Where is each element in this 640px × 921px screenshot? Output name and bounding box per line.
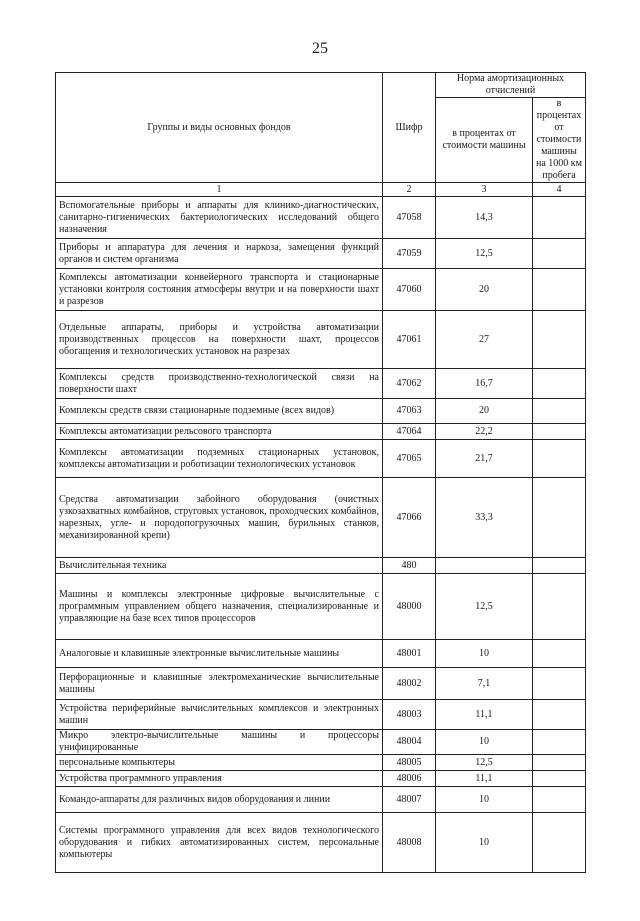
page-number: 25 [312,40,328,57]
table-row [56,440,586,478]
header-percent-cost: в процентах от стоимости машины [436,98,533,183]
asset-name-cell: Комплексы автоматизации подземных стационарных установок, комплексы автоматизации и роботизации технологических установок [56,440,383,478]
table-row [56,771,586,787]
percent-cost-cell: 10 [436,787,533,813]
asset-name-cell: Отдельные аппараты, приборы и устройства автоматизации производственных процессов на поверхности шахт, процессов обогащения и технологических установок на разрезах [56,311,383,369]
table-row [56,478,586,558]
asset-code-cell: 47064 [383,424,436,440]
asset-name-cell: Устройства периферийные вычислительных комплексов и электронных машин [56,700,383,730]
asset-name-cell: Комплексы автоматизации конвейерного транспорта и стационарные установки контроля состояния атмосферы внутри и на поверхности шахт и разрезов [56,269,383,311]
header-percent-per-1000km: в процентах от стоимости машины на 1000 км пробега [533,98,586,183]
percent-cost-cell: 22,2 [436,424,533,440]
asset-name-cell: Микро электро-вычислительные машины и процессоры унифицированные [56,730,383,755]
percent-cost-cell: 16,7 [436,369,533,399]
percent-km-cell [533,730,586,755]
header-groups: Группы и виды основных фондов [56,73,383,183]
percent-km-cell [533,640,586,668]
table-row [56,787,586,813]
asset-code-cell: 48000 [383,574,436,640]
percent-km-cell [533,311,586,369]
percent-km-cell [533,478,586,558]
percent-km-cell [533,239,586,269]
percent-cost-cell: 10 [436,640,533,668]
table-row [56,730,586,755]
percent-cost-cell: 12,5 [436,755,533,771]
table-row [56,197,586,239]
percent-cost-cell: 7,1 [436,668,533,700]
asset-code-cell: 48004 [383,730,436,755]
table-row [56,269,586,311]
asset-name-cell: Аналоговые и клавишные электронные вычислительные машины [56,640,383,668]
percent-km-cell [533,197,586,239]
asset-code-cell: 47061 [383,311,436,369]
percent-km-cell [533,771,586,787]
asset-code-cell: 48005 [383,755,436,771]
percent-km-cell [533,558,586,574]
asset-code-cell: 48002 [383,668,436,700]
asset-code-cell: 47062 [383,369,436,399]
percent-cost-cell: 14,3 [436,197,533,239]
percent-km-cell [533,668,586,700]
asset-code-cell: 48007 [383,787,436,813]
asset-name-cell: Машины и комплексы электронные цифровые вычислительные с программным управлением общего назначения, специализированные и управляющие на базе всех типов процессоров [56,574,383,640]
depreciation-norms-table [55,72,586,873]
asset-code-cell: 48006 [383,771,436,787]
percent-cost-cell: 21,7 [436,440,533,478]
table-row [56,755,586,771]
table-row [56,640,586,668]
percent-cost-cell: 27 [436,311,533,369]
table-row [56,369,586,399]
table-row [56,574,586,640]
percent-cost-cell: 10 [436,813,533,873]
asset-name-cell: Перфорационные и клавишные электромеханические вычислительные машины [56,668,383,700]
percent-km-cell [533,755,586,771]
percent-km-cell [533,269,586,311]
table-row [56,813,586,873]
table-row [56,558,586,574]
percent-km-cell [533,440,586,478]
table-row [56,311,586,369]
asset-name-cell: Комплексы средств связи стационарные подземные (всех видов) [56,399,383,424]
percent-cost-cell [436,558,533,574]
asset-code-cell: 47066 [383,478,436,558]
asset-name-cell: Вычислительная техника [56,558,383,574]
percent-cost-cell: 33,3 [436,478,533,558]
percent-cost-cell: 12,5 [436,239,533,269]
asset-name-cell: персональные компьютеры [56,755,383,771]
table-row [56,424,586,440]
column-index-2: 2 [383,183,436,197]
asset-name-cell: Комплексы автоматизации рельсового транспорта [56,424,383,440]
table-row [56,399,586,424]
column-index-3: 3 [436,183,533,197]
asset-code-cell: 47063 [383,399,436,424]
asset-code-cell: 47058 [383,197,436,239]
percent-cost-cell: 11,1 [436,771,533,787]
percent-km-cell [533,424,586,440]
column-index-1: 1 [56,183,383,197]
asset-code-cell: 48001 [383,640,436,668]
asset-code-cell: 48008 [383,813,436,873]
asset-code-cell: 47065 [383,440,436,478]
asset-name-cell: Командо-аппараты для различных видов оборудования и линии [56,787,383,813]
table-row [56,700,586,730]
asset-code-cell: 480 [383,558,436,574]
table-body [56,197,586,873]
asset-name-cell: Приборы и аппаратура для лечения и наркоза, замещения функций органов и систем организма [56,239,383,269]
asset-name-cell: Средства автоматизации забойного оборудования (очистных узкозахватных комбайнов, струговых установок, проходческих комбайнов, нарезных, угле- и породопогрузочных машин, бурильных станков, механизированной крепи) [56,478,383,558]
percent-km-cell [533,574,586,640]
percent-cost-cell: 10 [436,730,533,755]
header-code: Шифр [383,73,436,183]
asset-name-cell: Комплексы средств производственно-технологической связи на поверхности шахт [56,369,383,399]
asset-code-cell: 47059 [383,239,436,269]
asset-name-cell: Устройства программного управления [56,771,383,787]
percent-cost-cell: 20 [436,269,533,311]
table-row [56,668,586,700]
asset-name-cell: Системы программного управления для всех видов технологического оборудования и гибких автоматизированных систем, персональные компьютеры [56,813,383,873]
asset-code-cell: 47060 [383,269,436,311]
percent-km-cell [533,813,586,873]
percent-km-cell [533,369,586,399]
asset-code-cell: 48003 [383,700,436,730]
header-norm: Норма амортизационных отчислений [436,73,586,98]
percent-cost-cell: 12,5 [436,574,533,640]
column-index-4: 4 [533,183,586,197]
percent-km-cell [533,700,586,730]
percent-km-cell [533,787,586,813]
percent-cost-cell: 11,1 [436,700,533,730]
asset-name-cell: Вспомогательные приборы и аппараты для клинико-диагностических, санитарно-гигиенических бактериологических исследований общего назначения [56,197,383,239]
percent-km-cell [533,399,586,424]
table-row [56,239,586,269]
percent-cost-cell: 20 [436,399,533,424]
